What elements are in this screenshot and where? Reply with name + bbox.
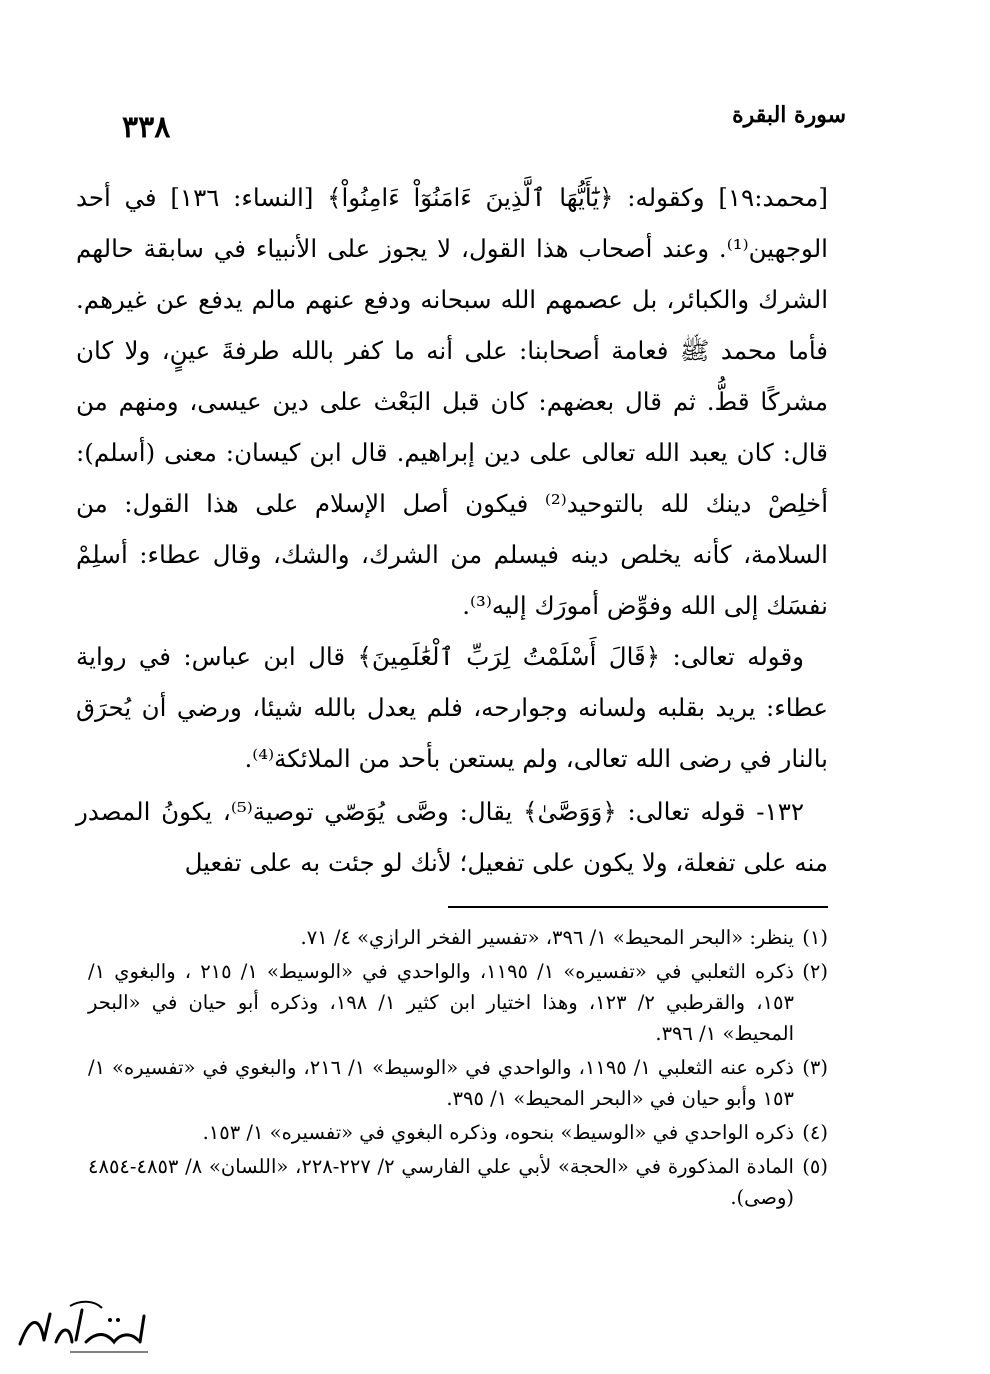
footnote-2: [88, 956, 828, 1049]
footnote-number: (٥): [802, 1155, 828, 1178]
footnote-divider: [448, 906, 828, 908]
footnote-text: المادة المذكورة في «الحجة» لأبي علي الفارسي ٢/ ٢٢٧-٢٢٨، «اللسان» ٨/ ٤٨٥٣-٤٨٥٤ (وصى).: [88, 1155, 794, 1209]
footnote-3: [88, 1052, 828, 1114]
footnote-text: ذكره عنه الثعلبي ١/ ١١٩٥، والواحدي في «الوسيط» ١/ ٢١٦، والبغوي في «تفسيره» ١/ ١٥٣ وأبو حيان في «البحر المحيط» ١/ ٣٩٥.: [88, 1056, 794, 1110]
footnote-4: [88, 1117, 828, 1148]
page-header: [116, 96, 846, 156]
footnote-number: (٢): [802, 960, 828, 983]
footnote-number: (١): [802, 926, 828, 949]
footnote-1: [88, 922, 828, 953]
calligraphy-logo-icon: [10, 1296, 158, 1360]
footnote-text: ذكره الثعلبي في «تفسيره» ١/ ١١٩٥، والواحدي في «الوسيط» ١/ ٢١٥ ، والبغوي ١/ ١٥٣، والقرطبي ٢/ ١٢٣، وهذا اختيار ابن كثير ١/ ١٩٨، وذكره أبو حيان في «البحر المحيط» ١/ ٣٩٦.: [88, 960, 794, 1045]
footnote-text: ينظر: «البحر المحيط» ١/ ٣٩٦، «تفسير الفخر الرازي» ٤/ ٧١.: [300, 926, 794, 949]
footnote-text: ذكره الواحدي في «الوسيط» بنحوه، وذكره البغوي في «تفسيره» ١/ ١٥٣.: [202, 1121, 794, 1144]
page-number: ٣٣٨: [122, 110, 171, 145]
paragraph-1: [محمد:١٩] وكقوله: ﴿يَٰٓأَيُّهَا ٱلَّذِينَ ءَامَنُوٓاْ ءَامِنُواْ﴾ [النساء: ١٣٦] في أحد الوجهين⁽¹⁾. وعند أصحاب هذا القول، لا يجوز على الأنبياء في سابقة حالهم الشرك والكبائر، بل عصمهم الله سبحانه ودفع عنهم مالم يدفع عن غيرهم. فأما محمد ﷺ فعامة أصحابنا: على أنه ما كفر بالله طرفةَ عينٍ، ولا كان مشركًا قطُّ. ثم قال بعضهم: كان قبل البَعْث على دين عيسى، ومنهم من قال: كان يعبد الله تعالى على دين إبراهيم. قال ابن كيسان: معنى (أسلم): أخلِصْ دينك لله بالتوحيد⁽²⁾ فيكون أصل الإسلام على هذا القول: من السلامة، كأنه يخلص دينه فيسلم من الشرك، والشك، وقال عطاء: أسلِمْ نفسَك إلى الله وفوِّض أمورَك إليه⁽³⁾.: [76, 183, 829, 620]
surah-name: سورة البقرة: [732, 102, 846, 128]
paragraph-3: ١٣٢- قوله تعالى: ﴿وَوَصَّىٰ﴾ يقال: وصَّى يُوَصّي توصية⁽⁵⁾، يكونُ المصدر منه على تفعلة، ولا يكون على تفعيل؛ لأنك لو جئت به على تفعيل: [76, 797, 828, 877]
footnotes: [88, 922, 828, 1216]
footnote-number: (٣): [802, 1056, 828, 1079]
library-stamp-logo: [10, 1296, 158, 1360]
main-text: [76, 172, 828, 888]
footnote-5: [88, 1151, 828, 1213]
footnote-number: (٤): [802, 1121, 828, 1144]
paragraph-2: وقوله تعالى: ﴿قَالَ أَسْلَمْتُ لِرَبِّ ٱلْعَٰلَمِينَ﴾ قال ابن عباس: في رواية عطاء: يريد بقلبه ولسانه وجوارحه، فلم يعدل بالله شيئا، ورضي أن يُحرَق بالنار في رضى الله تعالى، ولم يستعن بأحد من الملائكة⁽⁴⁾.: [76, 642, 828, 773]
